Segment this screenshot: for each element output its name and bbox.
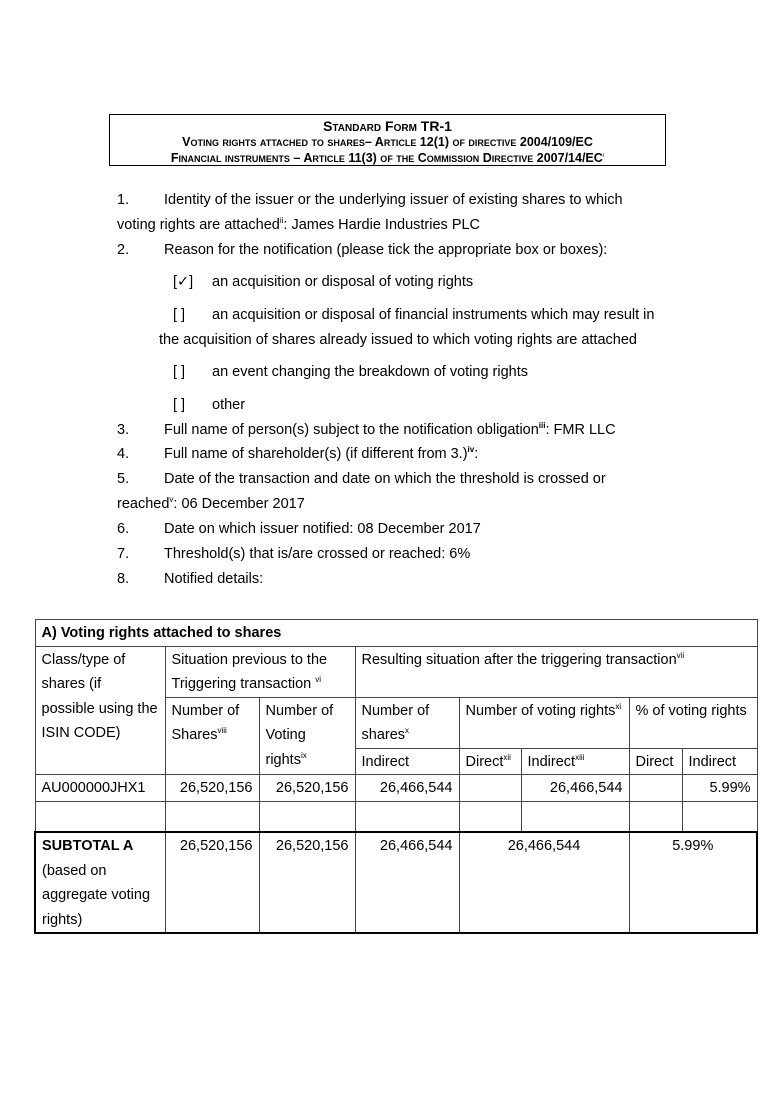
item-5-continued <box>117 496 305 512</box>
item-4-text <box>164 446 478 462</box>
voting-rights-table <box>34 619 758 934</box>
item-6-number: 6. <box>117 521 130 537</box>
item-8-text: Notified details: <box>164 571 264 587</box>
cell-pct-indirect: 5.99% <box>682 775 757 802</box>
col-voting-text: rights <box>265 751 301 768</box>
item-5-number: 5. <box>117 471 130 487</box>
table-header-row <box>35 646 757 697</box>
col-prev-line: Situation previous to the <box>171 651 328 668</box>
item-7-number: 7. <box>117 546 130 562</box>
cell-subtotal-prev-voting: 26,520,156 <box>259 832 355 933</box>
item-6-text: Date on which issuer notified: 08 December 2017 <box>164 521 481 537</box>
item-2-text: Reason for the notification (please tick the appropriate box or boxes): <box>164 242 608 258</box>
footnote-marker: vi <box>315 675 322 685</box>
cell-empty <box>355 801 459 832</box>
cell-prev-shares: 26,520,156 <box>165 775 259 802</box>
col-class-line: possible using the <box>41 700 158 717</box>
item-1-text-b: voting rights are attached <box>117 217 280 233</box>
col-result-number-of-shares <box>355 697 459 748</box>
cell-empty <box>459 801 521 832</box>
table-row <box>35 775 757 802</box>
cell-subtotal-voting: 26,466,544 <box>459 832 629 933</box>
checkbox-other[interactable]: [ ] <box>173 397 186 413</box>
option-financial-instruments-label: an acquisition or disposal of financial instruments which may result in <box>212 307 655 323</box>
col-voting-direct <box>459 748 521 775</box>
col-class-type <box>35 646 165 775</box>
item-1-value: : James Hardie Industries PLC <box>283 217 481 233</box>
col-previous-situation <box>165 646 355 697</box>
col-indirect-text: Indirect <box>527 753 576 770</box>
item-2-number: 2. <box>117 242 130 258</box>
cell-shares-indirect: 26,466,544 <box>355 775 459 802</box>
option-event-breakdown-label: an event changing the breakdown of voting rights <box>212 364 528 380</box>
col-direct-text: Direct <box>465 753 504 770</box>
col-shares-text: Shares <box>171 727 218 743</box>
cell-prev-voting: 26,520,156 <box>259 775 355 802</box>
footnote-marker: ix <box>300 750 307 760</box>
cell-subtotal-prev-shares: 26,520,156 <box>165 832 259 933</box>
footnote-marker: x <box>405 726 410 736</box>
cell-empty <box>682 801 757 832</box>
col-numshares-line: Number of <box>361 702 430 719</box>
checkbox-event-breakdown[interactable]: [ ] <box>173 364 186 380</box>
item-4-value: : <box>474 446 479 462</box>
item-1-continued <box>117 217 480 233</box>
col-numshares-line-b <box>362 723 453 748</box>
subtotal-note: (based on <box>42 862 107 879</box>
cell-subtotal-label <box>35 832 165 933</box>
footnote-marker: vii <box>676 650 685 660</box>
col-percent-voting-rights: % of voting rights <box>629 697 757 748</box>
option-financial-instruments-label-continued: the acquisition of shares already issued to which voting rights are attached <box>159 332 637 348</box>
col-voting-line: Voting <box>265 727 306 743</box>
col-pct-direct: Direct <box>629 748 682 775</box>
col-class-line: shares (if <box>41 676 102 692</box>
subtotal-note: rights) <box>42 911 83 928</box>
col-shares-line: Number of <box>171 702 240 719</box>
footnote-marker: xi <box>615 701 622 711</box>
item-3-value: : FMR LLC <box>545 422 616 438</box>
form-subtitle-financial <box>110 150 665 166</box>
item-3-label: Full name of person(s) subject to the notification obligation <box>164 422 539 438</box>
footnote-marker: viii <box>217 726 227 736</box>
col-class-line: Class/type of <box>41 651 126 668</box>
item-7-text: Threshold(s) that is/are crossed or reached: 6% <box>164 546 471 562</box>
col-voting-indirect <box>521 748 629 775</box>
item-3-text <box>164 422 616 438</box>
footnote-marker: iii <box>538 421 546 431</box>
col-pct-indirect: Indirect <box>682 748 757 775</box>
item-5-value: : 06 December 2017 <box>173 496 305 512</box>
cell-voting-direct <box>459 775 521 802</box>
checkbox-acquisition-voting[interactable]: [✓] <box>173 274 194 290</box>
col-result-number-of-voting-rights <box>459 697 629 748</box>
col-shares-indirect: Indirect <box>355 748 459 775</box>
item-4-number: 4. <box>117 446 130 462</box>
option-acquisition-voting-label: an acquisition or disposal of voting rights <box>212 274 474 290</box>
form-header <box>109 114 666 166</box>
col-numvoting-text: Number of voting rights <box>465 702 616 719</box>
subtotal-note: aggregate voting <box>42 887 151 903</box>
col-prev-line-b <box>172 672 349 697</box>
footnote-marker: xii <box>503 752 511 762</box>
form-subtitle-financial-text: Financial instruments – Article 11(3) of the Commission Directive 2007/14/EC <box>170 151 603 165</box>
table-title-row <box>35 620 757 647</box>
cell-empty <box>521 801 629 832</box>
option-other-label: other <box>212 397 246 413</box>
item-1-text: Identity of the issuer or the underlying issuer of existing shares to which <box>164 192 623 208</box>
cell-pct-direct <box>629 775 682 802</box>
footnote-marker: iv <box>467 445 475 455</box>
item-3-number: 3. <box>117 422 130 438</box>
col-shares-line-b <box>172 723 253 748</box>
footnote-marker: v <box>169 495 174 505</box>
col-prev-text: Triggering transaction <box>171 676 312 692</box>
subtotal-row <box>35 832 757 933</box>
item-5-text: Date of the transaction and date on which the threshold is crossed or <box>164 471 606 487</box>
footnote-marker: i <box>602 151 605 159</box>
checkbox-financial-instruments[interactable]: [ ] <box>173 307 186 323</box>
cell-empty <box>165 801 259 832</box>
item-4-label: Full name of shareholder(s) (if different from 3.) <box>164 446 468 462</box>
item-8-number: 8. <box>117 571 130 587</box>
col-voting-line-c <box>266 748 349 773</box>
item-1-number: 1. <box>117 192 130 208</box>
table-title: A) Voting rights attached to shares <box>35 620 757 647</box>
col-result-text: Resulting situation after the triggering transaction <box>361 651 677 668</box>
subtotal-title: SUBTOTAL A <box>42 838 134 854</box>
col-resulting-situation <box>355 646 757 697</box>
form-subtitle-voting: Voting rights attached to shares– Article 12(1) of directive 2004/109/EC <box>182 135 593 149</box>
cell-isin: AU000000JHX1 <box>35 775 165 802</box>
col-number-of-voting-rights <box>259 697 355 775</box>
col-class-line: ISIN CODE) <box>41 725 121 741</box>
cell-subtotal-shares: 26,466,544 <box>355 832 459 933</box>
cell-empty <box>35 801 165 832</box>
footnote-marker: ii <box>279 216 284 226</box>
footnote-marker: xiii <box>575 752 585 762</box>
form-title: Standard Form TR-1 <box>323 118 452 134</box>
cell-voting-indirect: 26,466,544 <box>521 775 629 802</box>
table-row-empty <box>35 801 757 832</box>
col-voting-line: Number of <box>265 702 334 719</box>
cell-subtotal-pct: 5.99% <box>629 832 757 933</box>
item-5-text-b: reached <box>117 496 170 512</box>
cell-empty <box>629 801 682 832</box>
col-number-of-shares <box>165 697 259 775</box>
cell-empty <box>259 801 355 832</box>
col-numshares-text: shares <box>361 727 406 743</box>
